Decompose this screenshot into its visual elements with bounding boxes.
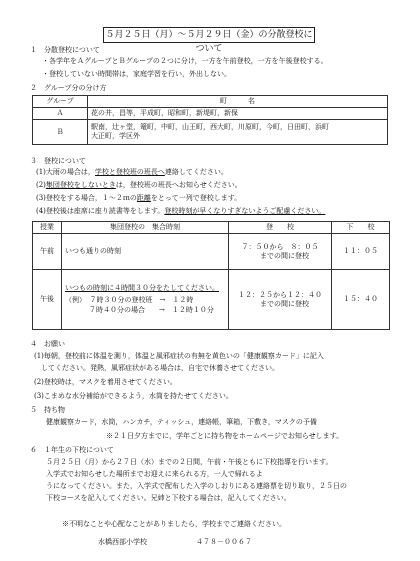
am-arrive-note: までの間に登校 [260, 251, 309, 260]
sec5-note: ※２１日夕方までに，学年ごとに持ち物をホームページでお知らせします。 [106, 432, 344, 440]
sec2-heading: ２ グループ分の分け方 [30, 84, 107, 92]
sec3-item-4: (4)登校後は座席に座り読書等をします。登校時刻が早くなりすぎないようご配慮ください。 [36, 207, 326, 215]
school-phone: ４７８－００６７ [196, 538, 252, 546]
sec6-line-1: ５月２５日（月）から２７日（水）までの２日間，午前・午後ともに下校指導を行います。 [46, 458, 333, 466]
sec4-item-1b: してください。発熱，風邪症状がある場合は，自宅で休養させてください。 [34, 364, 279, 372]
group-b: Ｂ [33, 120, 88, 145]
sec6-line-3: うになってください。また，入学式で配布した入学のしおりにある連絡票を切り取り，２５日の [46, 482, 347, 490]
sec5-heading: ５ 持ち物 [30, 406, 65, 414]
sec1-line-2: ・登校していない時間帯は，家庭学習を行い，外出しない。 [42, 70, 231, 78]
sec6-line-4: 下校コースを記入してください。兄姉と下校する場合は，記入してください。 [46, 494, 291, 502]
sec1-line-1: ・各学年をＡグループとＢグループの２つに分け，一方を午前登校，一方を午後登校する。 [42, 57, 328, 65]
pm-arrive-time: １２：２５から１２：４０ [238, 290, 322, 299]
group-b-towns [88, 120, 388, 145]
page-title: ５月２５日（月）～５月２９日（金）の分散登校について [103, 27, 315, 43]
sec4-item-1a: (1)毎朝，登校前に体温を測り，体温と風邪症状の有無を黄色いの「健康観察カード」に記入 [34, 352, 324, 360]
group-a: Ａ [33, 108, 88, 120]
sec3-item-1: (1)大雨の場合は，学校と登校班の班長へ連絡してください。 [36, 168, 228, 176]
am-gather: いつも通りの時刻 [62, 234, 229, 270]
header-class: 授業 [33, 222, 62, 234]
header-leave: 下 校 [332, 222, 390, 234]
pm-example-2: ７時４０分の場合 → １２時１０分 [89, 306, 214, 315]
pm-label: 午後 [33, 270, 62, 330]
sec3-item-3: (3)登校をする場合，１～２ｍの距離をとって一列で登校します。 [36, 194, 242, 202]
am-leave: １１：０５ [332, 234, 390, 270]
footer-note: ※不明なことや心配なことがありましたら，学校までご連絡ください。 [62, 520, 286, 528]
sec1-heading: １ 分散登校について [30, 46, 100, 54]
sec4-heading: ４ お願い [30, 340, 65, 348]
pm-leave: １５：４０ [332, 270, 390, 330]
am-arrive-time: ７：５０から ８：０５ [241, 242, 319, 251]
pm-arrive-note: までの間に登校 [260, 299, 309, 308]
town-col-header: 町 名 [88, 96, 388, 108]
pm-gather [62, 270, 229, 330]
group-col-header: グループ [33, 96, 88, 108]
sec6-line-2: 入学式でお知らせした場所までお迎えに来られる方，一人で帰れるよ [46, 470, 263, 478]
school-name: 水橋西部小学校 [98, 538, 147, 546]
schedule-table [32, 221, 390, 330]
header-arrive: 登 校 [229, 222, 332, 234]
header-gather: 集団登校の 集合時刻 [62, 222, 229, 234]
sec5-items: 健康観察カード，水筒，ハンカチ，ティッシュ，連絡帳，筆箱，下敷き，マスクの予備 [46, 418, 317, 426]
sec4-item-3: (3)こまめな水分補給ができるよう，水筒を持たせてください。 [34, 392, 233, 400]
group-a-towns: 花の井，昌等，平成町，昭和町，新堤町，新保 [88, 108, 388, 120]
pm-gather-rule: いつもの時刻に４時間３０分をたしてください。 [65, 283, 219, 292]
am-label: 午前 [33, 234, 62, 270]
pm-example-1: （例） ７時３０分の登校班 → １２時 [65, 295, 194, 304]
am-arrive [229, 234, 332, 270]
group-table [32, 95, 388, 145]
group-b-towns-line1: 駅南，辻ヶ堂，篭町，中町，山王町，西大町，川原町，今町，日田町，浜町 [91, 123, 329, 132]
sec6-heading: ６ １年生の下校について [30, 446, 114, 454]
sec4-item-2: (2)登校時は，マスクを着用させてください。 [34, 378, 177, 386]
pm-arrive [229, 270, 332, 330]
group-b-towns-line2: 大正町，学区外 [91, 132, 140, 140]
sec3-item-2: (2)集団登校をしないときは，登校班の班長へお知らせください。 [36, 181, 242, 189]
sec3-heading: ３ 登校について [30, 157, 86, 165]
